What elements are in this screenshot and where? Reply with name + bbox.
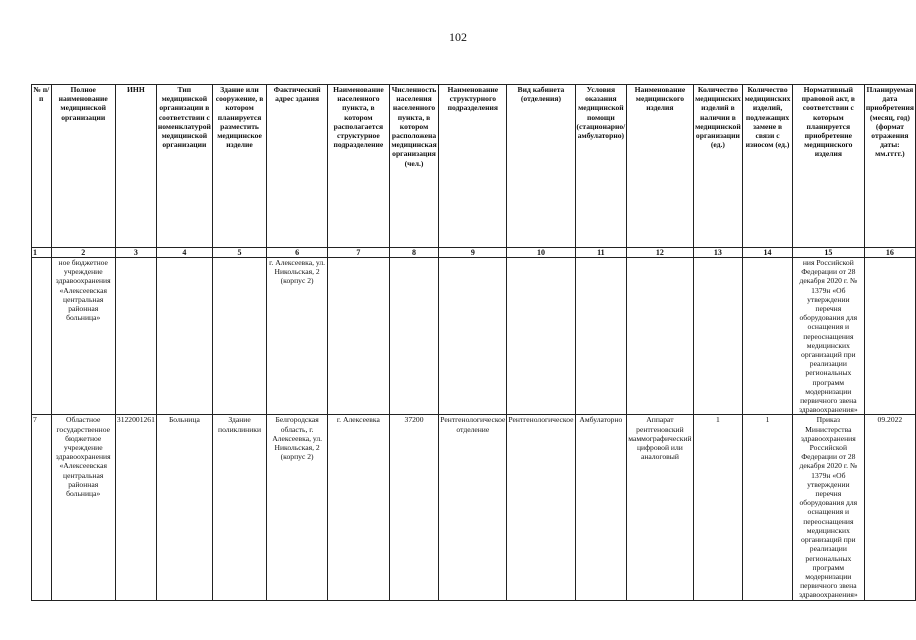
settlement-cell <box>327 258 389 415</box>
header-cell: Планируемая дата приобретения (месяц, год) (формат отражения даты: мм.гггг.) <box>864 85 915 248</box>
header-cell: Численность населения населенного пункта, в котором расположена медицинская организация (чел.) <box>389 85 439 248</box>
column-number: 6 <box>267 248 328 258</box>
qty-present-cell <box>693 258 743 415</box>
inn-cell <box>115 258 156 415</box>
header-cell: Фактический адрес здания <box>267 85 328 248</box>
column-number: 4 <box>156 248 212 258</box>
conditions-cell: Амбулаторно <box>575 415 627 600</box>
org-type-cell: Больница <box>156 415 212 600</box>
address-cell: Белгородская область, г. Алексеевка, ул. Никольская, 2 (корпус 2) <box>267 415 328 600</box>
table-row <box>32 415 916 600</box>
table-row <box>32 258 916 415</box>
column-number-row <box>32 248 916 258</box>
page-number: 102 <box>449 30 467 44</box>
building-cell <box>212 258 266 415</box>
header-cell: Полное наименование медицинской организации <box>51 85 115 248</box>
header-cell: Условия оказания медицинской помощи (стационарно/амбулаторно) <box>575 85 627 248</box>
row-number <box>32 258 52 415</box>
column-number: 3 <box>115 248 156 258</box>
column-number: 5 <box>212 248 266 258</box>
org-name-cell: ное бюджетное учреждение здравоохранения «Алексеевская центральная районная больница» <box>51 258 115 415</box>
org-type-cell <box>156 258 212 415</box>
population-cell: 37200 <box>389 415 439 600</box>
header-cell: Наименование населенного пункта, в котором располагается структурное подразделение <box>327 85 389 248</box>
subdivision-cell <box>439 258 507 415</box>
header-cell: Вид кабинета (отделения) <box>507 85 575 248</box>
header-cell: Тип медицинской организации в соответствии с номенклатурой медицинской организации <box>156 85 212 248</box>
column-number: 1 <box>32 248 52 258</box>
header-cell: Здание или сооружение, в котором планируется разместить медицинское изделие <box>212 85 266 248</box>
header-cell: Наименование медицинского изделия <box>627 85 693 248</box>
legal-act-cell: Приказ Министерства здравоохранения Российской Федерации от 28 декабря 2020 г. № 1379н «Об утверждении перечня оборудования для оснащения и переоснащения медицинских организаций при реализации региональных программ модернизации первичного звена здравоохранения» <box>792 415 864 600</box>
header-cell: Количество медицинских изделий в наличии в медицинской организации (ед.) <box>693 85 743 248</box>
address-cell: г. Алексеевка, ул. Никольская, 2 (корпус 2) <box>267 258 328 415</box>
header-cell: ИНН <box>115 85 156 248</box>
settlement-cell: г. Алексеевка <box>327 415 389 600</box>
equipment-table <box>31 84 916 601</box>
device-cell: Аппарат рентгеновский маммографический цифровой или аналоговый <box>627 415 693 600</box>
qty-replace-cell <box>743 258 793 415</box>
header-row <box>32 85 916 248</box>
subdivision-cell: Рентгенологическое отделение <box>439 415 507 600</box>
column-number: 12 <box>627 248 693 258</box>
population-cell <box>389 258 439 415</box>
conditions-cell <box>575 258 627 415</box>
column-number: 9 <box>439 248 507 258</box>
legal-act-cell: ния Российской Федерации от 28 декабря 2020 г. № 1379н «Об утверждении перечня оборудования для оснащения и переоснащения медицинских организаций при реализации региональных программ модернизации первичного звена здравоохранения» <box>792 258 864 415</box>
qty-replace-cell: 1 <box>743 415 793 600</box>
date-cell <box>864 258 915 415</box>
header-cell: Количество медицинских изделий, подлежащих замене в связи с износом (ед.) <box>743 85 793 248</box>
header-cell: № п/п <box>32 85 52 248</box>
header-cell: Наименование структурного подразделения <box>439 85 507 248</box>
column-number: 2 <box>51 248 115 258</box>
building-cell: Здание поликлиники <box>212 415 266 600</box>
header-cell: Нормативный правовой акт, в соответствии с которым планируется приобретение медицинского изделия <box>792 85 864 248</box>
inn-cell: 3122001261 <box>115 415 156 600</box>
org-name-cell: Областное государственное бюджетное учреждение здравоохранения «Алексеевская центральная районная больница» <box>51 415 115 600</box>
row-number: 7 <box>32 415 52 600</box>
column-number: 16 <box>864 248 915 258</box>
device-cell <box>627 258 693 415</box>
column-number: 14 <box>743 248 793 258</box>
qty-present-cell: 1 <box>693 415 743 600</box>
column-number: 11 <box>575 248 627 258</box>
column-number: 13 <box>693 248 743 258</box>
column-number: 15 <box>792 248 864 258</box>
column-number: 8 <box>389 248 439 258</box>
column-number: 10 <box>507 248 575 258</box>
cabinet-cell <box>507 258 575 415</box>
date-cell: 09.2022 <box>864 415 915 600</box>
column-number: 7 <box>327 248 389 258</box>
cabinet-cell: Рентгенологическое <box>507 415 575 600</box>
